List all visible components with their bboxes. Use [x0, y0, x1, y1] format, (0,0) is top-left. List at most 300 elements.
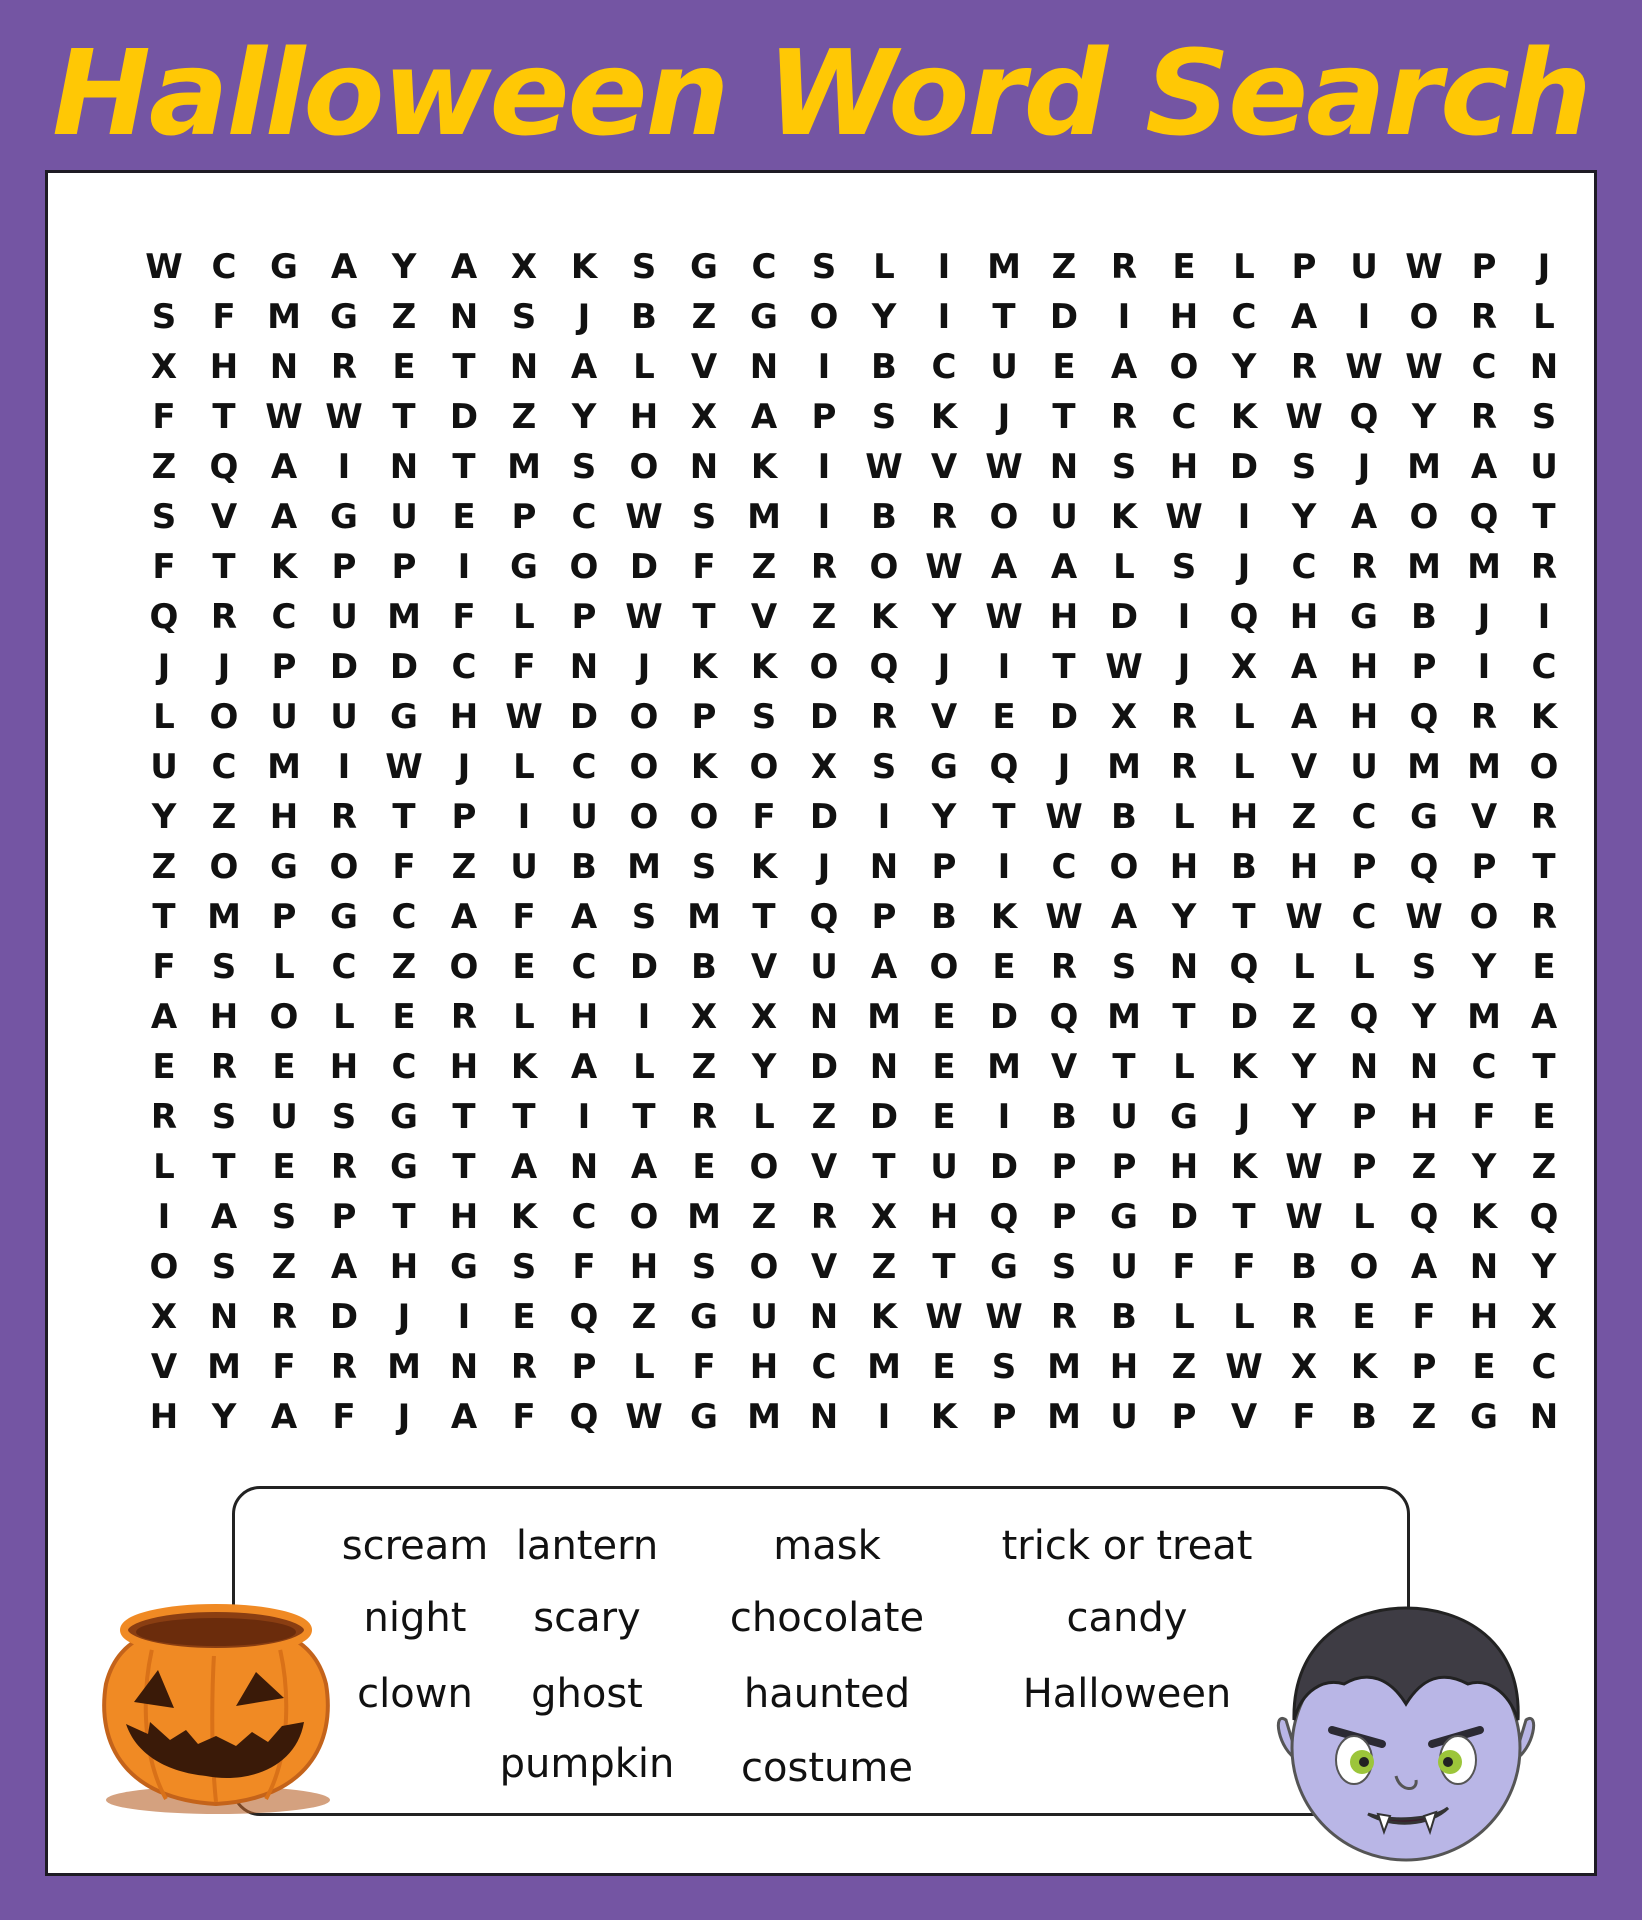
grid-letter[interactable]: P	[931, 847, 957, 887]
grid-letter[interactable]: F	[512, 1397, 536, 1437]
grid-letter[interactable]: K	[1230, 1147, 1258, 1187]
grid-letter[interactable]: R	[330, 1147, 358, 1187]
grid-letter[interactable]: E	[272, 1147, 296, 1187]
grid-letter[interactable]: R	[1470, 697, 1498, 737]
grid-letter[interactable]: O	[1529, 747, 1559, 787]
grid-letter[interactable]: L	[1233, 697, 1255, 737]
grid-letter[interactable]: L	[633, 1047, 655, 1087]
grid-letter[interactable]: L	[1173, 797, 1195, 837]
grid-letter[interactable]: C	[1351, 797, 1377, 837]
grid-letter[interactable]: T	[212, 1147, 236, 1187]
grid-letter[interactable]: R	[1530, 547, 1558, 587]
grid-letter[interactable]: W	[625, 597, 663, 637]
grid-letter[interactable]: R	[450, 997, 478, 1037]
grid-letter[interactable]: F	[272, 1347, 296, 1387]
grid-letter[interactable]: S	[1111, 947, 1137, 987]
grid-letter[interactable]: P	[1411, 1347, 1437, 1387]
grid-letter[interactable]: O	[629, 797, 659, 837]
grid-letter[interactable]: K	[1350, 1347, 1378, 1387]
grid-letter[interactable]: R	[930, 497, 958, 537]
grid-letter[interactable]: R	[210, 1047, 238, 1087]
grid-letter[interactable]: F	[752, 797, 776, 837]
grid-letter[interactable]: W	[1405, 897, 1443, 937]
grid-letter[interactable]: Y	[1291, 497, 1317, 537]
grid-letter[interactable]: P	[1051, 1147, 1077, 1187]
grid-letter[interactable]: A	[1290, 647, 1318, 687]
grid-letter[interactable]: W	[985, 447, 1023, 487]
grid-letter[interactable]: A	[1530, 997, 1558, 1037]
grid-letter[interactable]: M	[687, 897, 721, 937]
grid-letter[interactable]: A	[270, 497, 298, 537]
grid-letter[interactable]: H	[1289, 847, 1319, 887]
grid-letter[interactable]: H	[329, 1047, 359, 1087]
grid-letter[interactable]: C	[1291, 547, 1317, 587]
grid-letter[interactable]: P	[1111, 1147, 1137, 1187]
grid-letter[interactable]: M	[1467, 547, 1501, 587]
grid-letter[interactable]: D	[1229, 997, 1259, 1037]
grid-letter[interactable]: S	[271, 1197, 297, 1237]
grid-letter[interactable]: S	[331, 1097, 357, 1137]
grid-letter[interactable]: R	[1350, 547, 1378, 587]
grid-letter[interactable]: M	[507, 447, 541, 487]
grid-letter[interactable]: U	[930, 1147, 958, 1187]
grid-letter[interactable]: P	[1471, 847, 1497, 887]
grid-letter[interactable]: G	[330, 297, 358, 337]
grid-letter[interactable]: T	[1232, 1197, 1256, 1237]
grid-letter[interactable]: L	[153, 1147, 175, 1187]
grid-letter[interactable]: E	[1532, 1097, 1556, 1137]
grid-letter[interactable]: Q	[1409, 697, 1439, 737]
grid-letter[interactable]: S	[1531, 397, 1557, 437]
grid-letter[interactable]: G	[1470, 1397, 1498, 1437]
grid-letter[interactable]: D	[389, 647, 419, 687]
grid-letter[interactable]: Z	[871, 1247, 897, 1287]
grid-letter[interactable]: O	[1349, 1247, 1379, 1287]
grid-letter[interactable]: H	[629, 1247, 659, 1287]
grid-letter[interactable]: K	[1470, 1197, 1498, 1237]
grid-letter[interactable]: W	[265, 397, 303, 437]
grid-letter[interactable]: F	[512, 897, 536, 937]
grid-letter[interactable]: G	[510, 547, 538, 587]
grid-letter[interactable]: H	[1349, 697, 1379, 737]
grid-letter[interactable]: O	[329, 847, 359, 887]
grid-letter[interactable]: A	[750, 397, 778, 437]
grid-letter[interactable]: Z	[391, 947, 417, 987]
grid-letter[interactable]: Y	[211, 1397, 237, 1437]
grid-letter[interactable]: Z	[751, 547, 777, 587]
grid-letter[interactable]: N	[1469, 1247, 1499, 1287]
grid-letter[interactable]: Y	[1471, 1147, 1497, 1187]
grid-letter[interactable]: O	[689, 797, 719, 837]
grid-letter[interactable]: P	[571, 597, 597, 637]
grid-letter[interactable]: L	[633, 347, 655, 387]
grid-letter[interactable]: Z	[1531, 1147, 1557, 1187]
grid-letter[interactable]: C	[1531, 1347, 1557, 1387]
grid-letter[interactable]: V	[1230, 1397, 1258, 1437]
grid-letter[interactable]: M	[1407, 547, 1441, 587]
grid-letter[interactable]: D	[329, 1297, 359, 1337]
grid-letter[interactable]: D	[329, 647, 359, 687]
grid-letter[interactable]: O	[449, 947, 479, 987]
grid-letter[interactable]: F	[392, 847, 416, 887]
grid-letter[interactable]: A	[450, 897, 478, 937]
grid-letter[interactable]: G	[330, 497, 358, 537]
grid-letter[interactable]: C	[1171, 397, 1197, 437]
grid-letter[interactable]: I	[817, 497, 831, 537]
grid-letter[interactable]: E	[932, 1347, 956, 1387]
grid-letter[interactable]: A	[570, 1047, 598, 1087]
grid-letter[interactable]: L	[1293, 947, 1315, 987]
grid-letter[interactable]: X	[1230, 647, 1258, 687]
grid-letter[interactable]: R	[150, 1097, 178, 1137]
grid-letter[interactable]: A	[1470, 447, 1498, 487]
grid-letter[interactable]: K	[870, 1297, 898, 1337]
grid-letter[interactable]: P	[1171, 1397, 1197, 1437]
grid-letter[interactable]: Z	[151, 447, 177, 487]
grid-letter[interactable]: L	[333, 997, 355, 1037]
grid-letter[interactable]: W	[1225, 1347, 1263, 1387]
grid-letter[interactable]: E	[692, 1147, 716, 1187]
grid-letter[interactable]: G	[450, 1247, 478, 1287]
grid-letter[interactable]: D	[449, 397, 479, 437]
grid-letter[interactable]: T	[752, 897, 776, 937]
grid-letter[interactable]: K	[1230, 397, 1258, 437]
grid-letter[interactable]: J	[157, 647, 171, 687]
grid-letter[interactable]: T	[392, 797, 416, 837]
grid-letter[interactable]: E	[1472, 1347, 1496, 1387]
grid-letter[interactable]: N	[809, 1297, 839, 1337]
grid-letter[interactable]: P	[811, 397, 837, 437]
grid-letter[interactable]: N	[809, 997, 839, 1037]
grid-letter[interactable]: F	[212, 297, 236, 337]
grid-letter[interactable]: I	[997, 1097, 1011, 1137]
grid-letter[interactable]: A	[150, 997, 178, 1037]
grid-letter[interactable]: O	[569, 547, 599, 587]
grid-letter[interactable]: Y	[751, 1047, 777, 1087]
grid-letter[interactable]: K	[750, 847, 778, 887]
grid-letter[interactable]: D	[1229, 447, 1259, 487]
grid-letter[interactable]: X	[1530, 1297, 1558, 1337]
grid-letter[interactable]: I	[637, 997, 651, 1037]
grid-letter[interactable]: P	[1351, 847, 1377, 887]
grid-letter[interactable]: C	[391, 897, 417, 937]
grid-letter[interactable]: O	[1409, 497, 1439, 537]
grid-letter[interactable]: B	[1111, 1297, 1137, 1337]
grid-letter[interactable]: G	[270, 847, 298, 887]
grid-letter[interactable]: K	[690, 647, 718, 687]
grid-letter[interactable]: Z	[1171, 1347, 1197, 1387]
grid-letter[interactable]: I	[1177, 597, 1191, 637]
grid-letter[interactable]: N	[569, 647, 599, 687]
grid-letter[interactable]: E	[392, 997, 416, 1037]
grid-letter[interactable]: H	[1049, 597, 1079, 637]
grid-letter[interactable]: Y	[931, 797, 957, 837]
grid-letter[interactable]: D	[809, 797, 839, 837]
grid-letter[interactable]: U	[1050, 497, 1078, 537]
grid-letter[interactable]: N	[1529, 347, 1559, 387]
grid-letter[interactable]: B	[571, 847, 597, 887]
grid-letter[interactable]: P	[1291, 247, 1317, 287]
grid-letter[interactable]: O	[629, 697, 659, 737]
grid-letter[interactable]: I	[937, 247, 951, 287]
grid-letter[interactable]: N	[1529, 1397, 1559, 1437]
grid-letter[interactable]: E	[152, 1047, 176, 1087]
grid-letter[interactable]: N	[1049, 447, 1079, 487]
grid-letter[interactable]: Z	[211, 797, 237, 837]
grid-letter[interactable]: R	[1290, 1297, 1318, 1337]
grid-letter[interactable]: Z	[631, 1297, 657, 1337]
grid-letter[interactable]: W	[985, 1297, 1023, 1337]
grid-letter[interactable]: U	[1110, 1397, 1138, 1437]
grid-letter[interactable]: F	[152, 547, 176, 587]
grid-letter[interactable]: M	[987, 247, 1021, 287]
grid-letter[interactable]: S	[511, 297, 537, 337]
grid-letter[interactable]: S	[211, 1097, 237, 1137]
grid-letter[interactable]: D	[1169, 1197, 1199, 1237]
grid-letter[interactable]: Z	[691, 297, 717, 337]
grid-letter[interactable]: Y	[1471, 947, 1497, 987]
grid-letter[interactable]: M	[267, 747, 301, 787]
grid-letter[interactable]: C	[571, 497, 597, 537]
grid-letter[interactable]: X	[870, 1197, 898, 1237]
grid-letter[interactable]: T	[512, 1097, 536, 1137]
grid-letter[interactable]: G	[270, 247, 298, 287]
grid-letter[interactable]: M	[1407, 747, 1441, 787]
grid-letter[interactable]: V	[1290, 747, 1318, 787]
grid-letter[interactable]: T	[1112, 1047, 1136, 1087]
grid-letter[interactable]: N	[389, 447, 419, 487]
grid-letter[interactable]: D	[809, 697, 839, 737]
grid-letter[interactable]: E	[1352, 1297, 1376, 1337]
grid-letter[interactable]: G	[1110, 1197, 1138, 1237]
grid-letter[interactable]: H	[1169, 447, 1199, 487]
grid-letter[interactable]: U	[330, 697, 358, 737]
grid-letter[interactable]: Y	[1531, 1247, 1557, 1287]
grid-letter[interactable]: K	[510, 1047, 538, 1087]
grid-letter[interactable]: I	[1357, 297, 1371, 337]
grid-letter[interactable]: M	[627, 847, 661, 887]
grid-letter[interactable]: H	[1409, 1097, 1439, 1137]
grid-letter[interactable]: G	[750, 297, 778, 337]
grid-letter[interactable]: D	[869, 1097, 899, 1137]
grid-letter[interactable]: C	[391, 1047, 417, 1087]
grid-letter[interactable]: Y	[1291, 1097, 1317, 1137]
grid-letter[interactable]: B	[1291, 1247, 1317, 1287]
grid-letter[interactable]: D	[1049, 297, 1079, 337]
grid-letter[interactable]: C	[1471, 347, 1497, 387]
grid-letter[interactable]: M	[1107, 997, 1141, 1037]
grid-letter[interactable]: I	[457, 547, 471, 587]
grid-letter[interactable]: A	[210, 1197, 238, 1237]
grid-letter[interactable]: N	[269, 347, 299, 387]
grid-letter[interactable]: O	[1109, 847, 1139, 887]
grid-letter[interactable]: W	[625, 1397, 663, 1437]
grid-letter[interactable]: V	[690, 347, 718, 387]
grid-letter[interactable]: X	[150, 347, 178, 387]
grid-letter[interactable]: S	[871, 747, 897, 787]
grid-letter[interactable]: M	[387, 1347, 421, 1387]
grid-letter[interactable]: F	[512, 647, 536, 687]
grid-letter[interactable]: S	[691, 497, 717, 537]
grid-letter[interactable]: S	[151, 297, 177, 337]
grid-letter[interactable]: T	[1532, 497, 1556, 537]
grid-letter[interactable]: V	[750, 947, 778, 987]
grid-letter[interactable]: R	[1530, 897, 1558, 937]
grid-letter[interactable]: W	[625, 497, 663, 537]
grid-letter[interactable]: N	[749, 347, 779, 387]
grid-letter[interactable]: C	[211, 247, 237, 287]
grid-letter[interactable]: H	[929, 1197, 959, 1237]
grid-letter[interactable]: W	[505, 697, 543, 737]
grid-letter[interactable]: U	[1350, 247, 1378, 287]
grid-letter[interactable]: T	[992, 797, 1016, 837]
grid-letter[interactable]: Y	[1411, 397, 1437, 437]
grid-letter[interactable]: L	[1353, 1197, 1375, 1237]
grid-letter[interactable]: R	[330, 797, 358, 837]
grid-letter[interactable]: U	[990, 347, 1018, 387]
grid-letter[interactable]: G	[690, 1297, 718, 1337]
grid-letter[interactable]: C	[1051, 847, 1077, 887]
grid-letter[interactable]: K	[570, 247, 598, 287]
grid-letter[interactable]: P	[1471, 247, 1497, 287]
grid-letter[interactable]: R	[1290, 347, 1318, 387]
grid-letter[interactable]: D	[989, 1147, 1019, 1187]
grid-letter[interactable]: T	[932, 1247, 956, 1287]
grid-letter[interactable]: F	[1292, 1397, 1316, 1437]
grid-letter[interactable]: B	[1231, 847, 1257, 887]
grid-letter[interactable]: F	[152, 397, 176, 437]
grid-letter[interactable]: O	[629, 447, 659, 487]
grid-letter[interactable]: U	[570, 797, 598, 837]
grid-letter[interactable]: N	[689, 447, 719, 487]
grid-letter[interactable]: P	[1351, 1097, 1377, 1137]
grid-letter[interactable]: Y	[151, 797, 177, 837]
grid-letter[interactable]: B	[1411, 597, 1437, 637]
grid-letter[interactable]: K	[1530, 697, 1558, 737]
grid-letter[interactable]: H	[1169, 1147, 1199, 1187]
grid-letter[interactable]: B	[691, 947, 717, 987]
grid-letter[interactable]: Q	[1409, 847, 1439, 887]
grid-letter[interactable]: A	[990, 547, 1018, 587]
grid-letter[interactable]: V	[750, 597, 778, 637]
grid-letter[interactable]: Q	[809, 897, 839, 937]
grid-letter[interactable]: Y	[1291, 1047, 1317, 1087]
grid-letter[interactable]: A	[1050, 547, 1078, 587]
grid-letter[interactable]: L	[1113, 547, 1135, 587]
grid-letter[interactable]: O	[1469, 897, 1499, 937]
grid-letter[interactable]: O	[269, 997, 299, 1037]
grid-letter[interactable]: I	[877, 1397, 891, 1437]
grid-letter[interactable]: R	[270, 1297, 298, 1337]
grid-letter[interactable]: J	[1057, 747, 1071, 787]
grid-letter[interactable]: O	[749, 747, 779, 787]
grid-letter[interactable]: T	[212, 547, 236, 587]
grid-letter[interactable]: R	[690, 1097, 718, 1137]
grid-letter[interactable]: S	[1411, 947, 1437, 987]
grid-letter[interactable]: P	[271, 647, 297, 687]
grid-letter[interactable]: S	[1051, 1247, 1077, 1287]
grid-letter[interactable]: J	[1477, 597, 1491, 637]
grid-letter[interactable]: Q	[1049, 997, 1079, 1037]
grid-letter[interactable]: R	[1470, 297, 1498, 337]
grid-letter[interactable]: G	[1410, 797, 1438, 837]
grid-letter[interactable]: I	[997, 847, 1011, 887]
grid-letter[interactable]: G	[990, 1247, 1018, 1287]
grid-letter[interactable]: Z	[691, 1047, 717, 1087]
grid-letter[interactable]: D	[1049, 697, 1079, 737]
grid-letter[interactable]: T	[392, 1197, 416, 1237]
grid-letter[interactable]: S	[1291, 447, 1317, 487]
grid-letter[interactable]: H	[1169, 297, 1199, 337]
grid-letter[interactable]: D	[569, 697, 599, 737]
grid-letter[interactable]: N	[869, 1047, 899, 1087]
grid-letter[interactable]: C	[1471, 1047, 1497, 1087]
grid-letter[interactable]: U	[1530, 447, 1558, 487]
grid-letter[interactable]: F	[452, 597, 476, 637]
grid-letter[interactable]: U	[1110, 1097, 1138, 1137]
grid-letter[interactable]: H	[1109, 1347, 1139, 1387]
grid-letter[interactable]: S	[991, 1347, 1017, 1387]
grid-letter[interactable]: U	[750, 1297, 778, 1337]
grid-letter[interactable]: R	[870, 697, 898, 737]
grid-letter[interactable]: T	[392, 397, 416, 437]
grid-letter[interactable]: J	[577, 297, 591, 337]
grid-letter[interactable]: F	[332, 1397, 356, 1437]
grid-letter[interactable]: H	[569, 997, 599, 1037]
grid-letter[interactable]: C	[571, 1197, 597, 1237]
grid-letter[interactable]: Q	[1229, 947, 1259, 987]
grid-letter[interactable]: K	[1230, 1047, 1258, 1087]
grid-letter[interactable]: J	[637, 647, 651, 687]
grid-letter[interactable]: R	[1530, 797, 1558, 837]
grid-letter[interactable]: D	[1109, 597, 1139, 637]
grid-letter[interactable]: M	[207, 1347, 241, 1387]
grid-letter[interactable]: G	[390, 1147, 418, 1187]
grid-letter[interactable]: W	[145, 247, 183, 287]
grid-letter[interactable]: J	[1177, 647, 1191, 687]
grid-letter[interactable]: W	[1285, 1197, 1323, 1237]
grid-letter[interactable]: F	[152, 947, 176, 987]
grid-letter[interactable]: R	[810, 547, 838, 587]
grid-letter[interactable]: S	[751, 697, 777, 737]
grid-letter[interactable]: J	[997, 397, 1011, 437]
grid-letter[interactable]: I	[157, 1197, 171, 1237]
grid-letter[interactable]: I	[937, 297, 951, 337]
grid-letter[interactable]: T	[452, 1097, 476, 1137]
grid-letter[interactable]: C	[571, 947, 597, 987]
grid-letter[interactable]: L	[513, 997, 535, 1037]
grid-letter[interactable]: A	[450, 1397, 478, 1437]
grid-letter[interactable]: A	[330, 1247, 358, 1287]
grid-letter[interactable]: H	[149, 1397, 179, 1437]
grid-letter[interactable]: I	[337, 747, 351, 787]
grid-letter[interactable]: B	[871, 497, 897, 537]
grid-letter[interactable]: K	[510, 1197, 538, 1237]
grid-letter[interactable]: Z	[511, 397, 537, 437]
grid-letter[interactable]: L	[1233, 247, 1255, 287]
grid-letter[interactable]: D	[629, 547, 659, 587]
grid-letter[interactable]: L	[633, 1347, 655, 1387]
grid-letter[interactable]: Q	[1409, 1197, 1439, 1237]
grid-letter[interactable]: Q	[1349, 397, 1379, 437]
grid-letter[interactable]: T	[452, 347, 476, 387]
grid-letter[interactable]: E	[1532, 947, 1556, 987]
grid-letter[interactable]: S	[1171, 547, 1197, 587]
grid-letter[interactable]: G	[330, 897, 358, 937]
grid-letter[interactable]: S	[631, 247, 657, 287]
grid-letter[interactable]: Y	[931, 597, 957, 637]
grid-letter[interactable]: S	[211, 1247, 237, 1287]
